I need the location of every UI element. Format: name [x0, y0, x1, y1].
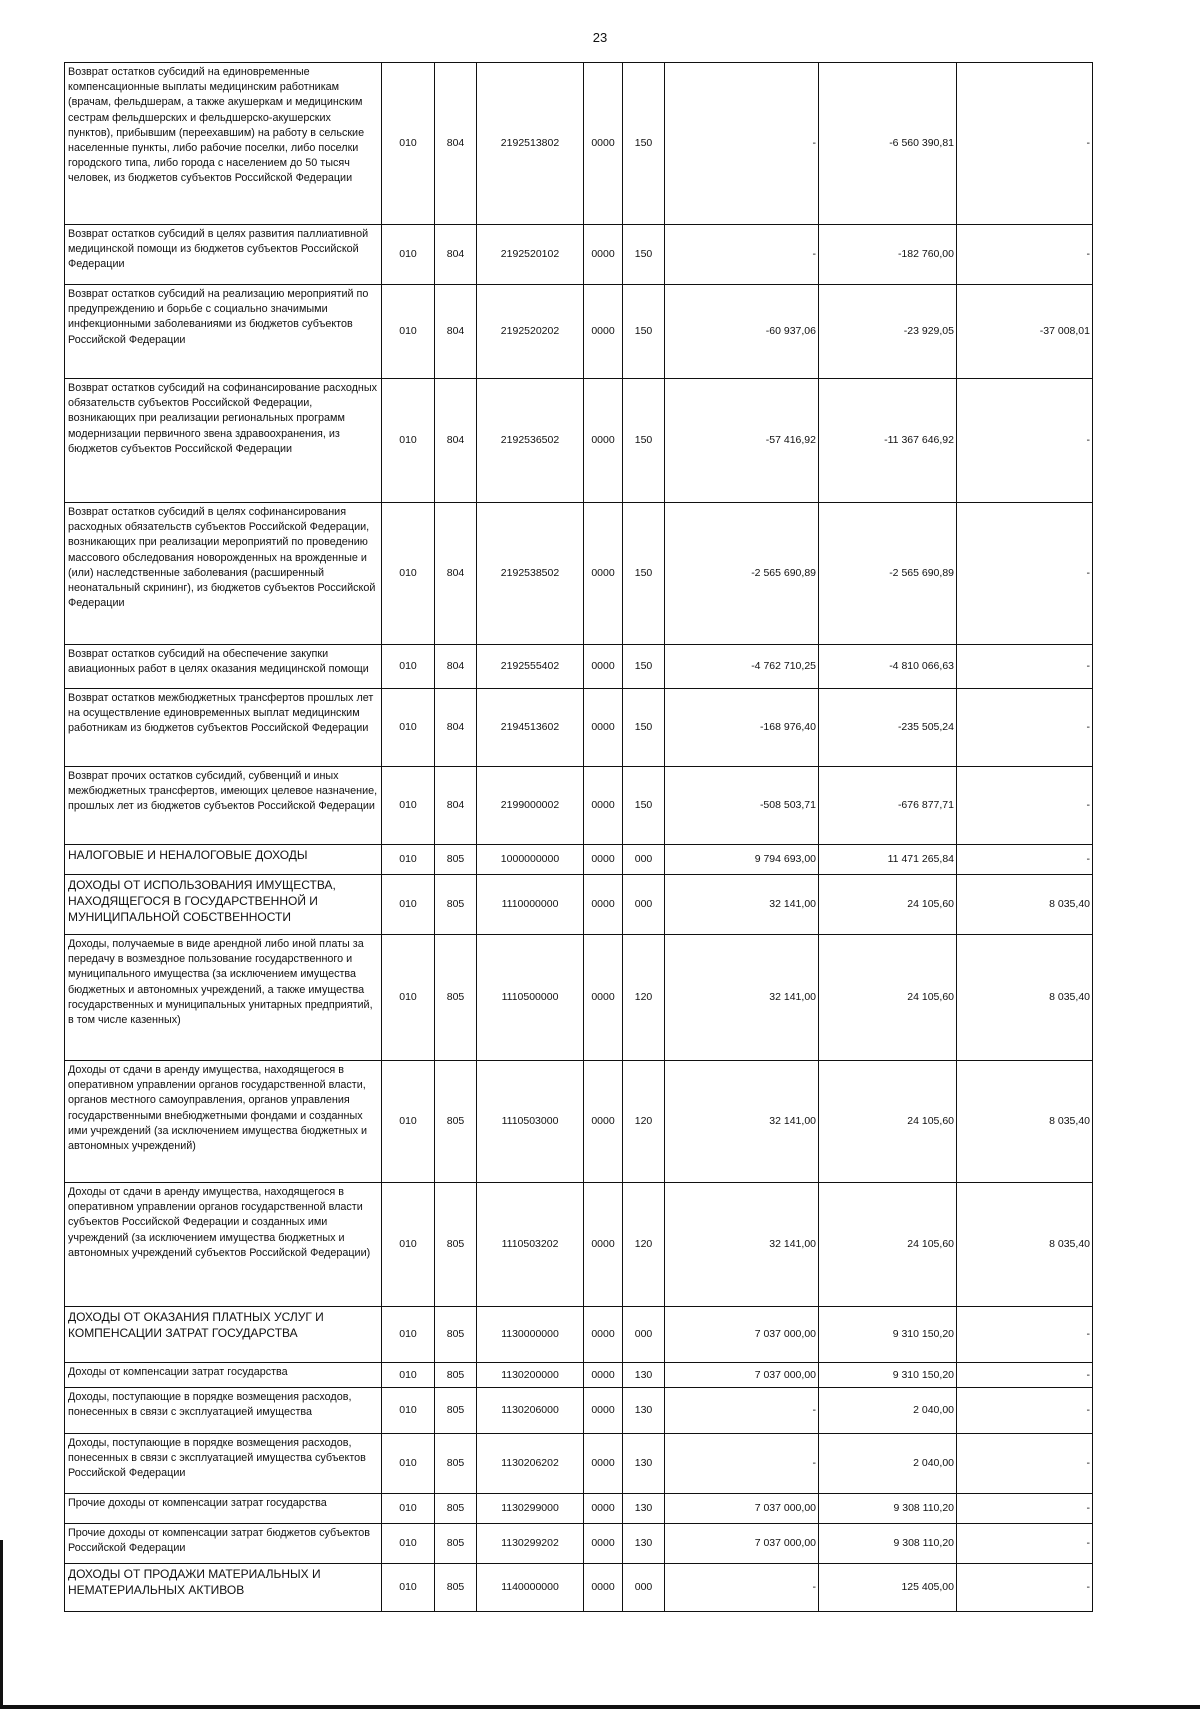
table-row — [65, 1363, 1093, 1388]
code-subgroup: 0000 — [584, 285, 623, 379]
row-name: Доходы, поступающие в порядке возмещения расходов, понесенных в связи с эксплуатацией имущества субъектов Российской Федерации — [65, 1434, 382, 1494]
value-prior: - — [665, 1434, 819, 1494]
code-glava: 010 — [382, 875, 435, 935]
code-kbk: 2192520202 — [477, 285, 584, 379]
value-prior: 7 037 000,00 — [665, 1363, 819, 1388]
code-admin: 805 — [435, 1363, 477, 1388]
code-glava: 010 — [382, 1183, 435, 1307]
code-subgroup: 0000 — [584, 503, 623, 645]
code-kosgu: 120 — [623, 1061, 665, 1183]
value-change: -37 008,01 — [957, 285, 1093, 379]
code-kbk: 2199000002 — [477, 767, 584, 845]
row-name: Возврат остатков субсидий на софинансирование расходных обязательств субъектов Российской Федерации, возникающих при реализации региональных программ модернизации первичного звена здравоохранения, из бюджетов субъектов Российской Федерации — [65, 379, 382, 503]
code-glava: 010 — [382, 285, 435, 379]
code-glava: 010 — [382, 767, 435, 845]
value-change: - — [957, 1564, 1093, 1612]
code-kosgu: 120 — [623, 935, 665, 1061]
table-row — [65, 1388, 1093, 1434]
code-glava: 010 — [382, 1564, 435, 1612]
code-kbk: 2194513602 — [477, 689, 584, 767]
value-prior: - — [665, 225, 819, 285]
code-glava: 010 — [382, 1524, 435, 1564]
code-kosgu: 150 — [623, 225, 665, 285]
code-admin: 804 — [435, 503, 477, 645]
code-subgroup: 0000 — [584, 1524, 623, 1564]
value-prior: 32 141,00 — [665, 935, 819, 1061]
code-admin: 805 — [435, 1061, 477, 1183]
code-admin: 805 — [435, 935, 477, 1061]
table-row — [65, 225, 1093, 285]
value-change: - — [957, 503, 1093, 645]
code-kbk: 2192538502 — [477, 503, 584, 645]
code-glava: 010 — [382, 1061, 435, 1183]
code-kosgu: 130 — [623, 1434, 665, 1494]
value-current: -235 505,24 — [819, 689, 957, 767]
code-admin: 805 — [435, 1307, 477, 1363]
code-admin: 804 — [435, 285, 477, 379]
code-subgroup: 0000 — [584, 767, 623, 845]
row-name: Возврат остатков субсидий в целях софинансирования расходных обязательств субъектов Российской Федерации, возникающих при реализации мероприятий по проведению массового обследования новорожденных на врожденные и (или) наследственные заболевания (расширенный неонатальный скрининг), из бюджетов субъектов Российской Федерации — [65, 503, 382, 645]
table-row — [65, 645, 1093, 689]
row-name: Прочие доходы от компенсации затрат государства — [65, 1494, 382, 1524]
code-subgroup: 0000 — [584, 1307, 623, 1363]
code-admin: 804 — [435, 225, 477, 285]
table-row — [65, 503, 1093, 645]
code-kbk: 2192555402 — [477, 645, 584, 689]
code-subgroup: 0000 — [584, 1388, 623, 1434]
table-body — [65, 63, 1093, 1612]
code-subgroup: 0000 — [584, 1061, 623, 1183]
code-admin: 804 — [435, 63, 477, 225]
code-admin: 805 — [435, 1434, 477, 1494]
row-name: Доходы, получаемые в виде арендной либо иной платы за передачу в возмездное пользование государственного и муниципального имущества (за исключением имущества бюджетных и автономных учреждений, а также имущества государственных и муниципальных унитарных предприятий, в том числе казенных) — [65, 935, 382, 1061]
value-change: 8 035,40 — [957, 1183, 1093, 1307]
value-current: 24 105,60 — [819, 1061, 957, 1183]
code-kosgu: 150 — [623, 285, 665, 379]
code-admin: 805 — [435, 1183, 477, 1307]
code-kbk: 1110000000 — [477, 875, 584, 935]
value-prior: - — [665, 1388, 819, 1434]
code-kbk: 1130206000 — [477, 1388, 584, 1434]
code-kosgu: 130 — [623, 1524, 665, 1564]
value-current: 11 471 265,84 — [819, 845, 957, 875]
table-row — [65, 1434, 1093, 1494]
code-kbk: 1110503202 — [477, 1183, 584, 1307]
code-admin: 804 — [435, 689, 477, 767]
value-current: 125 405,00 — [819, 1564, 957, 1612]
row-name: НАЛОГОВЫЕ И НЕНАЛОГОВЫЕ ДОХОДЫ — [65, 845, 382, 875]
code-kbk: 1110503000 — [477, 1061, 584, 1183]
code-admin: 805 — [435, 845, 477, 875]
code-subgroup: 0000 — [584, 379, 623, 503]
code-glava: 010 — [382, 1434, 435, 1494]
code-kosgu: 000 — [623, 1307, 665, 1363]
code-kbk: 2192513802 — [477, 63, 584, 225]
code-subgroup: 0000 — [584, 1494, 623, 1524]
code-kosgu: 130 — [623, 1494, 665, 1524]
row-name: ДОХОДЫ ОТ ПРОДАЖИ МАТЕРИАЛЬНЫХ И НЕМАТЕРИАЛЬНЫХ АКТИВОВ — [65, 1564, 382, 1612]
code-glava: 010 — [382, 503, 435, 645]
value-current: -676 877,71 — [819, 767, 957, 845]
table-row — [65, 379, 1093, 503]
value-prior: 9 794 693,00 — [665, 845, 819, 875]
table-row — [65, 845, 1093, 875]
code-kosgu: 150 — [623, 63, 665, 225]
value-change: - — [957, 1307, 1093, 1363]
code-kbk: 1140000000 — [477, 1564, 584, 1612]
table-row — [65, 1494, 1093, 1524]
value-current: 9 308 110,20 — [819, 1494, 957, 1524]
value-current: -2 565 690,89 — [819, 503, 957, 645]
code-kosgu: 130 — [623, 1388, 665, 1434]
code-kosgu: 120 — [623, 1183, 665, 1307]
value-prior: -4 762 710,25 — [665, 645, 819, 689]
value-prior: 7 037 000,00 — [665, 1524, 819, 1564]
value-prior: 32 141,00 — [665, 1183, 819, 1307]
code-glava: 010 — [382, 379, 435, 503]
code-glava: 010 — [382, 1388, 435, 1434]
code-subgroup: 0000 — [584, 1564, 623, 1612]
code-glava: 010 — [382, 1494, 435, 1524]
row-name: Доходы от сдачи в аренду имущества, находящегося в оперативном управлении органов государственной власти субъектов Российской Федерации и созданных ими учреждений (за исключением имущества бюджетных и автономных учреждений субъектов Российской Федерации) — [65, 1183, 382, 1307]
value-prior: -60 937,06 — [665, 285, 819, 379]
value-change: - — [957, 1363, 1093, 1388]
value-prior: 32 141,00 — [665, 1061, 819, 1183]
value-change: - — [957, 1494, 1093, 1524]
code-kosgu: 000 — [623, 1564, 665, 1612]
code-subgroup: 0000 — [584, 225, 623, 285]
value-current: 9 310 150,20 — [819, 1307, 957, 1363]
row-name: Доходы от компенсации затрат государства — [65, 1363, 382, 1388]
code-glava: 010 — [382, 935, 435, 1061]
code-admin: 805 — [435, 1494, 477, 1524]
code-kbk: 2192520102 — [477, 225, 584, 285]
table-row — [65, 1183, 1093, 1307]
value-change: 8 035,40 — [957, 1061, 1093, 1183]
row-name: Возврат прочих остатков субсидий, субвенций и иных межбюджетных трансфертов, имеющих целевое назначение, прошлых лет из бюджетов субъектов Российской Федерации — [65, 767, 382, 845]
table-row — [65, 689, 1093, 767]
code-kosgu: 150 — [623, 767, 665, 845]
value-current: -11 367 646,92 — [819, 379, 957, 503]
table-row — [65, 285, 1093, 379]
value-change: - — [957, 845, 1093, 875]
value-prior: -168 976,40 — [665, 689, 819, 767]
value-current: -6 560 390,81 — [819, 63, 957, 225]
value-prior: -57 416,92 — [665, 379, 819, 503]
value-change: 8 035,40 — [957, 935, 1093, 1061]
page-number: 23 — [592, 30, 608, 45]
table-row — [65, 875, 1093, 935]
value-prior: -508 503,71 — [665, 767, 819, 845]
code-admin: 805 — [435, 1388, 477, 1434]
value-change: 8 035,40 — [957, 875, 1093, 935]
code-kbk: 1130000000 — [477, 1307, 584, 1363]
code-kbk: 1130206202 — [477, 1434, 584, 1494]
value-current: 24 105,60 — [819, 875, 957, 935]
table-row — [65, 1524, 1093, 1564]
value-prior: 32 141,00 — [665, 875, 819, 935]
value-current: 9 310 150,20 — [819, 1363, 957, 1388]
row-name: Возврат остатков субсидий на обеспечение закупки авиационных работ в целях оказания медицинской помощи — [65, 645, 382, 689]
row-name: ДОХОДЫ ОТ ИСПОЛЬЗОВАНИЯ ИМУЩЕСТВА, НАХОДЯЩЕГОСЯ В ГОСУДАРСТВЕННОЙ И МУНИЦИПАЛЬНОЙ СОБСТВЕННОСТИ — [65, 875, 382, 935]
value-current: -4 810 066,63 — [819, 645, 957, 689]
code-kbk: 1000000000 — [477, 845, 584, 875]
value-prior: -2 565 690,89 — [665, 503, 819, 645]
row-name: Прочие доходы от компенсации затрат бюджетов субъектов Российской Федерации — [65, 1524, 382, 1564]
code-kosgu: 150 — [623, 379, 665, 503]
row-name: ДОХОДЫ ОТ ОКАЗАНИЯ ПЛАТНЫХ УСЛУГ И КОМПЕНСАЦИИ ЗАТРАТ ГОСУДАРСТВА — [65, 1307, 382, 1363]
code-subgroup: 0000 — [584, 875, 623, 935]
code-admin: 804 — [435, 767, 477, 845]
row-name: Возврат остатков субсидий в целях развития паллиативной медицинской помощи из бюджетов субъектов Российской Федерации — [65, 225, 382, 285]
value-change: - — [957, 1434, 1093, 1494]
value-change: - — [957, 63, 1093, 225]
code-subgroup: 0000 — [584, 1183, 623, 1307]
value-prior: 7 037 000,00 — [665, 1494, 819, 1524]
value-prior: - — [665, 1564, 819, 1612]
value-change: - — [957, 225, 1093, 285]
value-change: - — [957, 1388, 1093, 1434]
table-row — [65, 63, 1093, 225]
scan-edge-left — [0, 1540, 3, 1709]
code-admin: 804 — [435, 379, 477, 503]
code-glava: 010 — [382, 63, 435, 225]
value-prior: 7 037 000,00 — [665, 1307, 819, 1363]
row-name: Возврат остатков субсидий на реализацию мероприятий по предупреждению и борьбе с социально значимыми инфекционными заболеваниями из бюджетов субъектов Российской Федерации — [65, 285, 382, 379]
code-admin: 805 — [435, 1564, 477, 1612]
code-kbk: 1130299202 — [477, 1524, 584, 1564]
scan-edge-bottom — [0, 1705, 1200, 1709]
table-row — [65, 1307, 1093, 1363]
row-name: Возврат остатков межбюджетных трансфертов прошлых лет на осуществление единовременных выплат медицинским работникам из бюджетов субъектов Российской Федерации — [65, 689, 382, 767]
row-name: Доходы от сдачи в аренду имущества, находящегося в оперативном управлении органов государственной власти, органов местного самоуправления, органов управления государственными внебюджетными фондами и созданных ими учреждений (за исключением имущества бюджетных и автономных учреждений) — [65, 1061, 382, 1183]
code-admin: 805 — [435, 1524, 477, 1564]
revenue-table — [64, 62, 1093, 1612]
value-current: 24 105,60 — [819, 935, 957, 1061]
value-current: 2 040,00 — [819, 1388, 957, 1434]
code-admin: 805 — [435, 875, 477, 935]
code-kosgu: 150 — [623, 503, 665, 645]
code-glava: 010 — [382, 1307, 435, 1363]
code-kbk: 1130200000 — [477, 1363, 584, 1388]
value-change: - — [957, 645, 1093, 689]
table-row — [65, 1564, 1093, 1612]
code-glava: 010 — [382, 225, 435, 285]
code-kbk: 1130299000 — [477, 1494, 584, 1524]
value-change: - — [957, 689, 1093, 767]
table-row — [65, 767, 1093, 845]
value-change: - — [957, 379, 1093, 503]
value-current: 24 105,60 — [819, 1183, 957, 1307]
code-kosgu: 150 — [623, 689, 665, 767]
code-glava: 010 — [382, 1363, 435, 1388]
value-current: 9 308 110,20 — [819, 1524, 957, 1564]
value-current: -23 929,05 — [819, 285, 957, 379]
code-admin: 804 — [435, 645, 477, 689]
code-kosgu: 130 — [623, 1363, 665, 1388]
table-row — [65, 1061, 1093, 1183]
code-kosgu: 000 — [623, 845, 665, 875]
table-row — [65, 935, 1093, 1061]
code-subgroup: 0000 — [584, 845, 623, 875]
code-kosgu: 150 — [623, 645, 665, 689]
code-kbk: 2192536502 — [477, 379, 584, 503]
code-glava: 010 — [382, 689, 435, 767]
code-subgroup: 0000 — [584, 1434, 623, 1494]
value-current: -182 760,00 — [819, 225, 957, 285]
value-change: - — [957, 1524, 1093, 1564]
value-prior: - — [665, 63, 819, 225]
row-name: Возврат остатков субсидий на единовременные компенсационные выплаты медицинским работникам (врачам, фельдшерам, а также акушеркам и медицинским сестрам фельдшерских и фельдшерско-акушерских пунктов), прибывшим (переехавшим) на работу в сельские населенные пункты, либо рабочие поселки, либо поселки городского типа, либо города с населением до 50 тысяч человек, из бюджетов субъектов Российской Федерации — [65, 63, 382, 225]
code-subgroup: 0000 — [584, 63, 623, 225]
code-subgroup: 0000 — [584, 689, 623, 767]
code-subgroup: 0000 — [584, 645, 623, 689]
code-subgroup: 0000 — [584, 935, 623, 1061]
code-subgroup: 0000 — [584, 1363, 623, 1388]
value-change: - — [957, 767, 1093, 845]
code-glava: 010 — [382, 845, 435, 875]
row-name: Доходы, поступающие в порядке возмещения расходов, понесенных в связи с эксплуатацией имущества — [65, 1388, 382, 1434]
code-kbk: 1110500000 — [477, 935, 584, 1061]
value-current: 2 040,00 — [819, 1434, 957, 1494]
code-glava: 010 — [382, 645, 435, 689]
code-kosgu: 000 — [623, 875, 665, 935]
